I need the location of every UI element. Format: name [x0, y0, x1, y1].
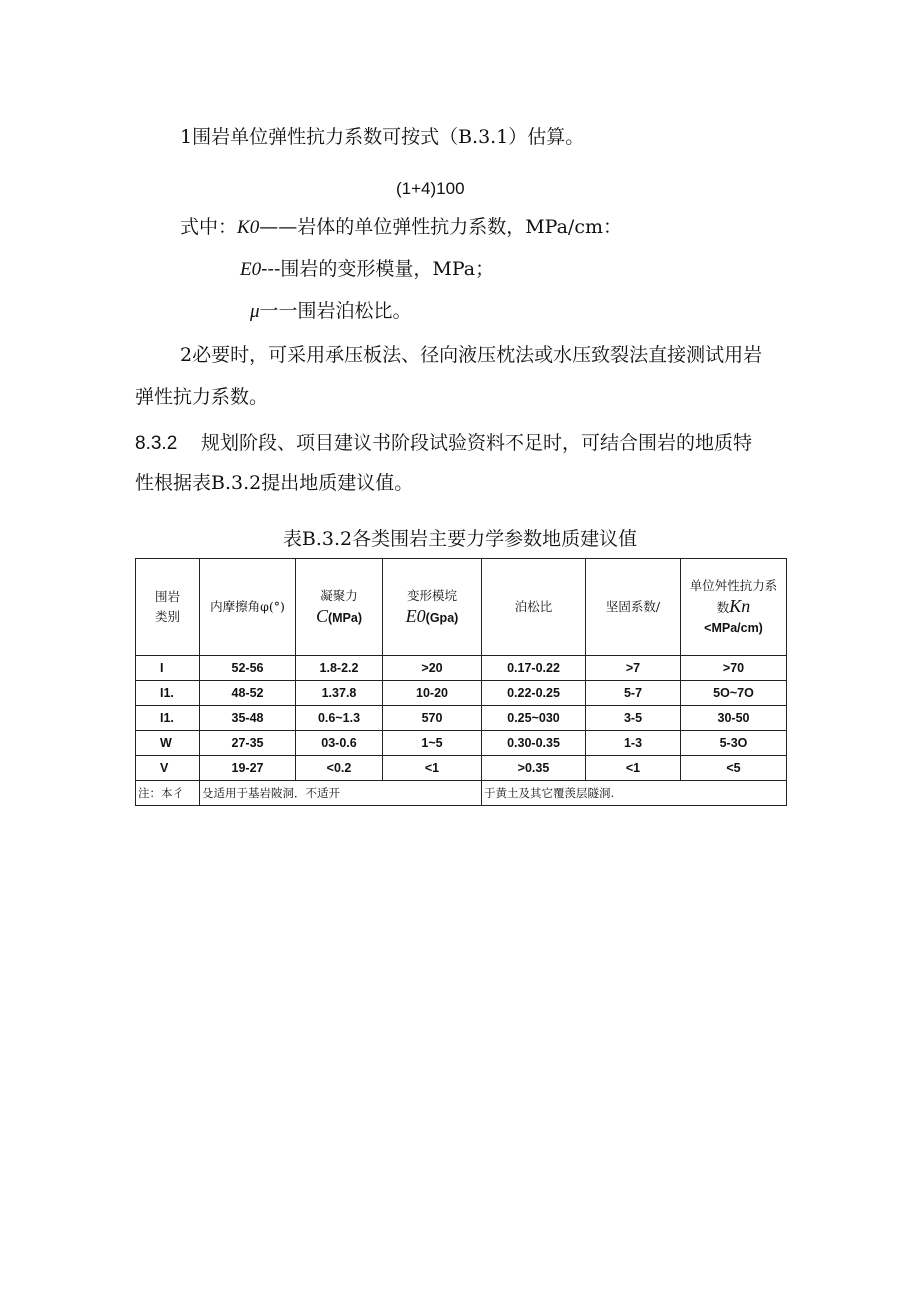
header-cohesion — [296, 559, 383, 656]
paragraph-1: 1围岩单位弹性抗力系数可按式（B.3.1）估算。 — [180, 126, 585, 148]
header-friction-angle — [200, 559, 296, 656]
table-cell: <1 — [586, 756, 681, 781]
header-resistance-coefficient — [681, 559, 787, 656]
table-cell: 48-52 — [200, 681, 296, 706]
table-note-part-1: 注：本彳 — [136, 781, 200, 806]
row-class-cell: W — [136, 731, 200, 756]
table-note-part-2: 殳适用于基岩陂洞．不适开 — [200, 781, 482, 806]
header-deformation-line-1: 变形模垸 — [406, 588, 457, 603]
table-row — [136, 656, 787, 681]
table-cell: 1-3 — [586, 731, 681, 756]
table-cell: >7 — [586, 656, 681, 681]
k0-symbol: K0 — [237, 217, 260, 238]
table-row — [136, 706, 787, 731]
paragraph-3-line-1 — [135, 430, 752, 457]
table-cell: <0.2 — [296, 756, 383, 781]
table-row — [136, 731, 787, 756]
header-deformation-unit: (Gpa) — [425, 611, 459, 625]
table-cell: 19-27 — [200, 756, 296, 781]
table-cell: 52-56 — [200, 656, 296, 681]
table-cell: 5-3O — [681, 731, 787, 756]
table-cell: 570 — [383, 706, 482, 731]
table-cell: 27-35 — [200, 731, 296, 756]
table-cell: 0.6~1.3 — [296, 706, 383, 731]
e0-symbol: E0 — [240, 259, 262, 280]
table-cell: 5O~7O — [681, 681, 787, 706]
where-mu-line — [250, 298, 412, 325]
header-resistance-line-2: 数 — [716, 600, 730, 615]
table-note-part-3: 于黄土及其它覆羡层隧洞. — [482, 781, 787, 806]
mu-symbol: μ — [250, 301, 260, 322]
paragraph-2-line-1: 2必要时，可采用承压板法、径向液压枕法或水压致裂法直接测试用岩 — [180, 344, 763, 366]
header-resistance-unit: <MPa/cm) — [704, 621, 763, 635]
paragraph-3-text: 规划阶段、项目建议书阶段试验资料不足时，可结合围岩的地质特 — [201, 432, 753, 454]
header-firmness-coefficient — [586, 559, 681, 656]
table-row — [136, 756, 787, 781]
table-cell: 1.8-2.2 — [296, 656, 383, 681]
header-cohesion-symbol: C — [315, 606, 328, 626]
table-cell: 1~5 — [383, 731, 482, 756]
table-cell: >20 — [383, 656, 482, 681]
header-resistance-line-1: 单位舛性抗力系 — [689, 578, 778, 593]
table-caption: 表B.3.2各类围岩主要力学参数地质建议值 — [282, 528, 638, 550]
paragraph-2-line-2: 弹性抗力系数。 — [135, 386, 269, 408]
k0-description: ——岩体的单位弹性抗力系数，MPa/cm： — [259, 216, 622, 238]
table-cell: <1 — [383, 756, 482, 781]
row-class-cell: I1. — [136, 706, 200, 731]
table-header-row — [136, 559, 787, 656]
mechanical-parameters-table — [135, 558, 787, 806]
table-cell: 0.17-0.22 — [482, 656, 586, 681]
row-class-cell: I — [136, 656, 200, 681]
header-cohesion-unit: (MPa) — [327, 611, 363, 625]
header-resistance-symbol: Kn — [729, 596, 751, 616]
table-cell: 0.25~030 — [482, 706, 586, 731]
header-firmness-label: 坚固系数/ — [605, 599, 661, 614]
e0-description: ---围岩的变形模量，MPa； — [261, 258, 495, 280]
row-class-cell: V — [136, 756, 200, 781]
header-cohesion-line-1: 凝聚力 — [320, 588, 358, 603]
header-deformation-symbol: E0 — [405, 606, 426, 626]
table-cell: 35-48 — [200, 706, 296, 731]
table-cell: <5 — [681, 756, 787, 781]
table-cell: 0.22-0.25 — [482, 681, 586, 706]
section-number: 8.3.2 — [135, 433, 178, 454]
where-k0-line — [180, 214, 622, 241]
header-poisson-ratio — [482, 559, 586, 656]
formula: (1+4)100 — [396, 179, 465, 198]
table-cell: 30-50 — [681, 706, 787, 731]
table-cell: 1.37.8 — [296, 681, 383, 706]
header-friction-angle-label: 内摩擦角φ(°) — [210, 599, 285, 614]
table-cell: >0.35 — [482, 756, 586, 781]
row-class-cell: I1. — [136, 681, 200, 706]
header-rock-class-line-1: 围岩 — [154, 589, 180, 604]
table-cell: 10-20 — [383, 681, 482, 706]
table-cell: 5-7 — [586, 681, 681, 706]
where-prefix: 式中： — [180, 216, 238, 238]
table-note-row — [136, 781, 787, 806]
table-row — [136, 681, 787, 706]
table-cell: 3-5 — [586, 706, 681, 731]
paragraph-3-line-2: 性根据表B.3.2提出地质建议值。 — [135, 472, 414, 494]
header-rock-class-line-2: 类别 — [154, 609, 180, 624]
mu-description: 一一围岩泊松比。 — [259, 300, 412, 322]
table-cell: >70 — [681, 656, 787, 681]
table-cell: 03-0.6 — [296, 731, 383, 756]
header-rock-class — [136, 559, 200, 656]
header-deformation-modulus — [383, 559, 482, 656]
where-e0-line — [240, 256, 494, 283]
table-cell: 0.30-0.35 — [482, 731, 586, 756]
header-poisson-label: 泊松比 — [514, 599, 553, 614]
